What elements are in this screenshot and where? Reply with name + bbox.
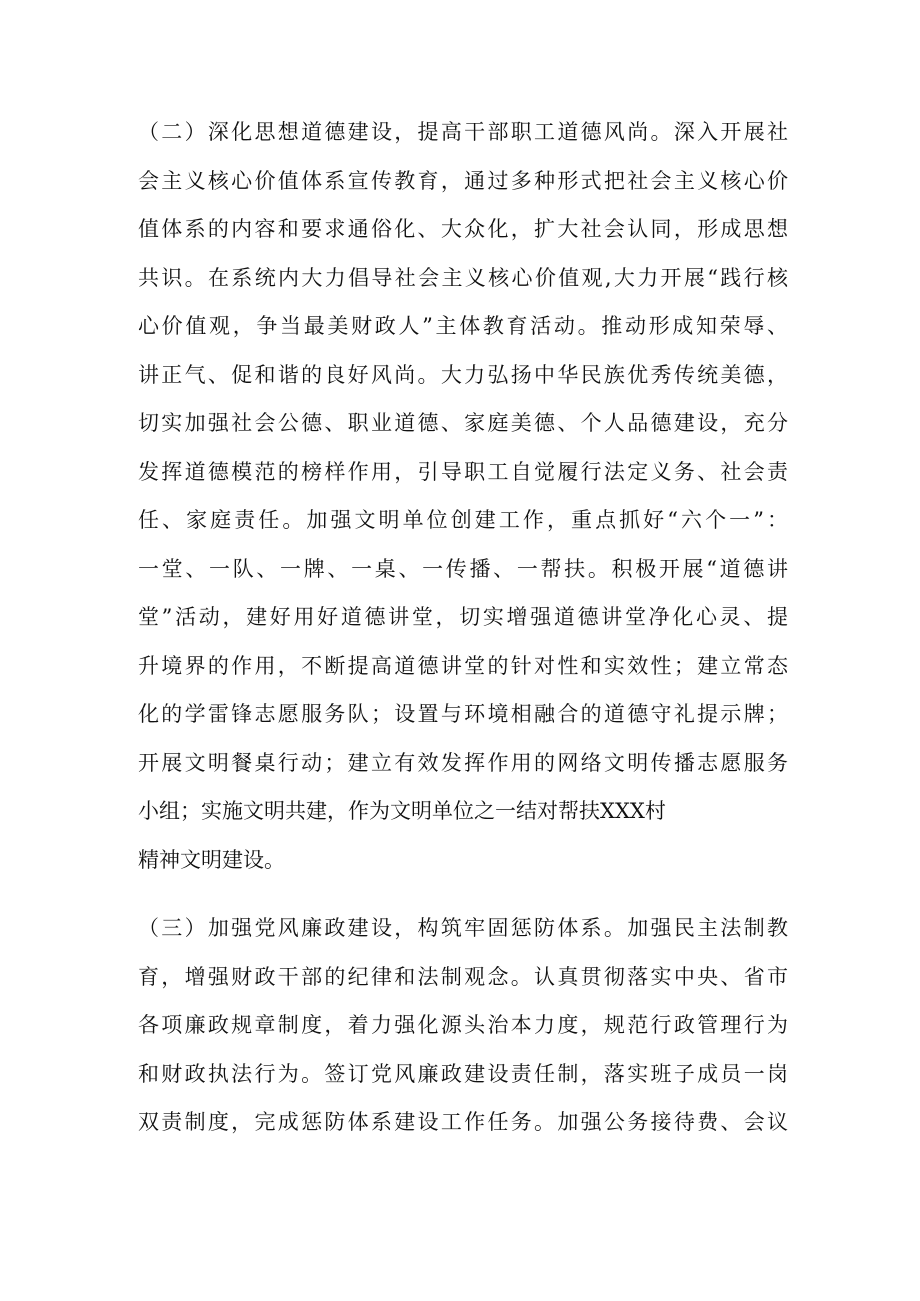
text-line: 升境界的作用，不断提高道德讲堂的针对性和实效性；建立常态 (138, 653, 788, 678)
text-line: 各项廉政规章制度，着力强化源头治本力度，规范行政管理行为 (138, 1013, 788, 1037)
text-line: 一堂、一队、一牌、一桌、一传播、一帮扶。积极开展“道德讲 (138, 556, 788, 581)
text-line: 心价值观，争当最美财政人”主体教育活动。推动形成知荣辱、 (138, 314, 788, 338)
text-line: 切实加强社会公德、职业道德、家庭美德、个人品德建设，充分 (138, 411, 788, 435)
text-line: 共识。在系统内大力倡导社会主义核心价值观,大力开展“践行核 (138, 265, 788, 290)
text-line: 精神文明建设。 (138, 847, 285, 872)
text-line: 堂”活动，建好用好道德讲堂，切实增强道德讲堂净化心灵、提 (138, 605, 788, 629)
text-line: 化的学雷锋志愿服务队；设置与环境相融合的道德守礼提示牌； (138, 702, 788, 726)
text-line: 讲正气、促和谐的良好风尚。大力弘扬中华民族优秀传统美德， (138, 362, 788, 387)
text-line: 发挥道德模范的榜样作用，引导职工自觉履行法定义务、社会责 (138, 459, 788, 484)
text-line: 育，增强财政干部的纪律和法制观念。认真贯彻落实中央、省市 (138, 964, 788, 989)
text-line: 和财政执法行为。签订党风廉政建设责任制，落实班子成员一岗 (138, 1061, 788, 1086)
text-line: 值体系的内容和要求通俗化、大众化，扩大社会认同，形成思想 (138, 217, 788, 241)
paragraph-section-2 (138, 108, 788, 884)
text-line: 任、家庭责任。加强文明单位创建工作，重点抓好“六个一”： (138, 508, 788, 532)
text-line: 会主义核心价值体系宣传教育，通过多种形式把社会主义核心价 (138, 168, 788, 193)
text-line: 小组；实施文明共建，作为文明单位之一结对帮扶XXX村 (138, 799, 666, 823)
paragraph-section-3 (138, 904, 788, 1147)
text-line: 双责制度，完成惩防体系建设工作任务。加强公务接待费、会议 (138, 1110, 788, 1134)
text-line: （二）深化思想道德建设，提高干部职工道德风尚。深入开展社 (138, 120, 788, 144)
text-line: （三）加强党风廉政建设，构筑牢固惩防体系。加强民主法制教 (138, 916, 788, 940)
text-line: 开展文明餐桌行动；建立有效发挥作用的网络文明传播志愿服务 (138, 750, 788, 775)
